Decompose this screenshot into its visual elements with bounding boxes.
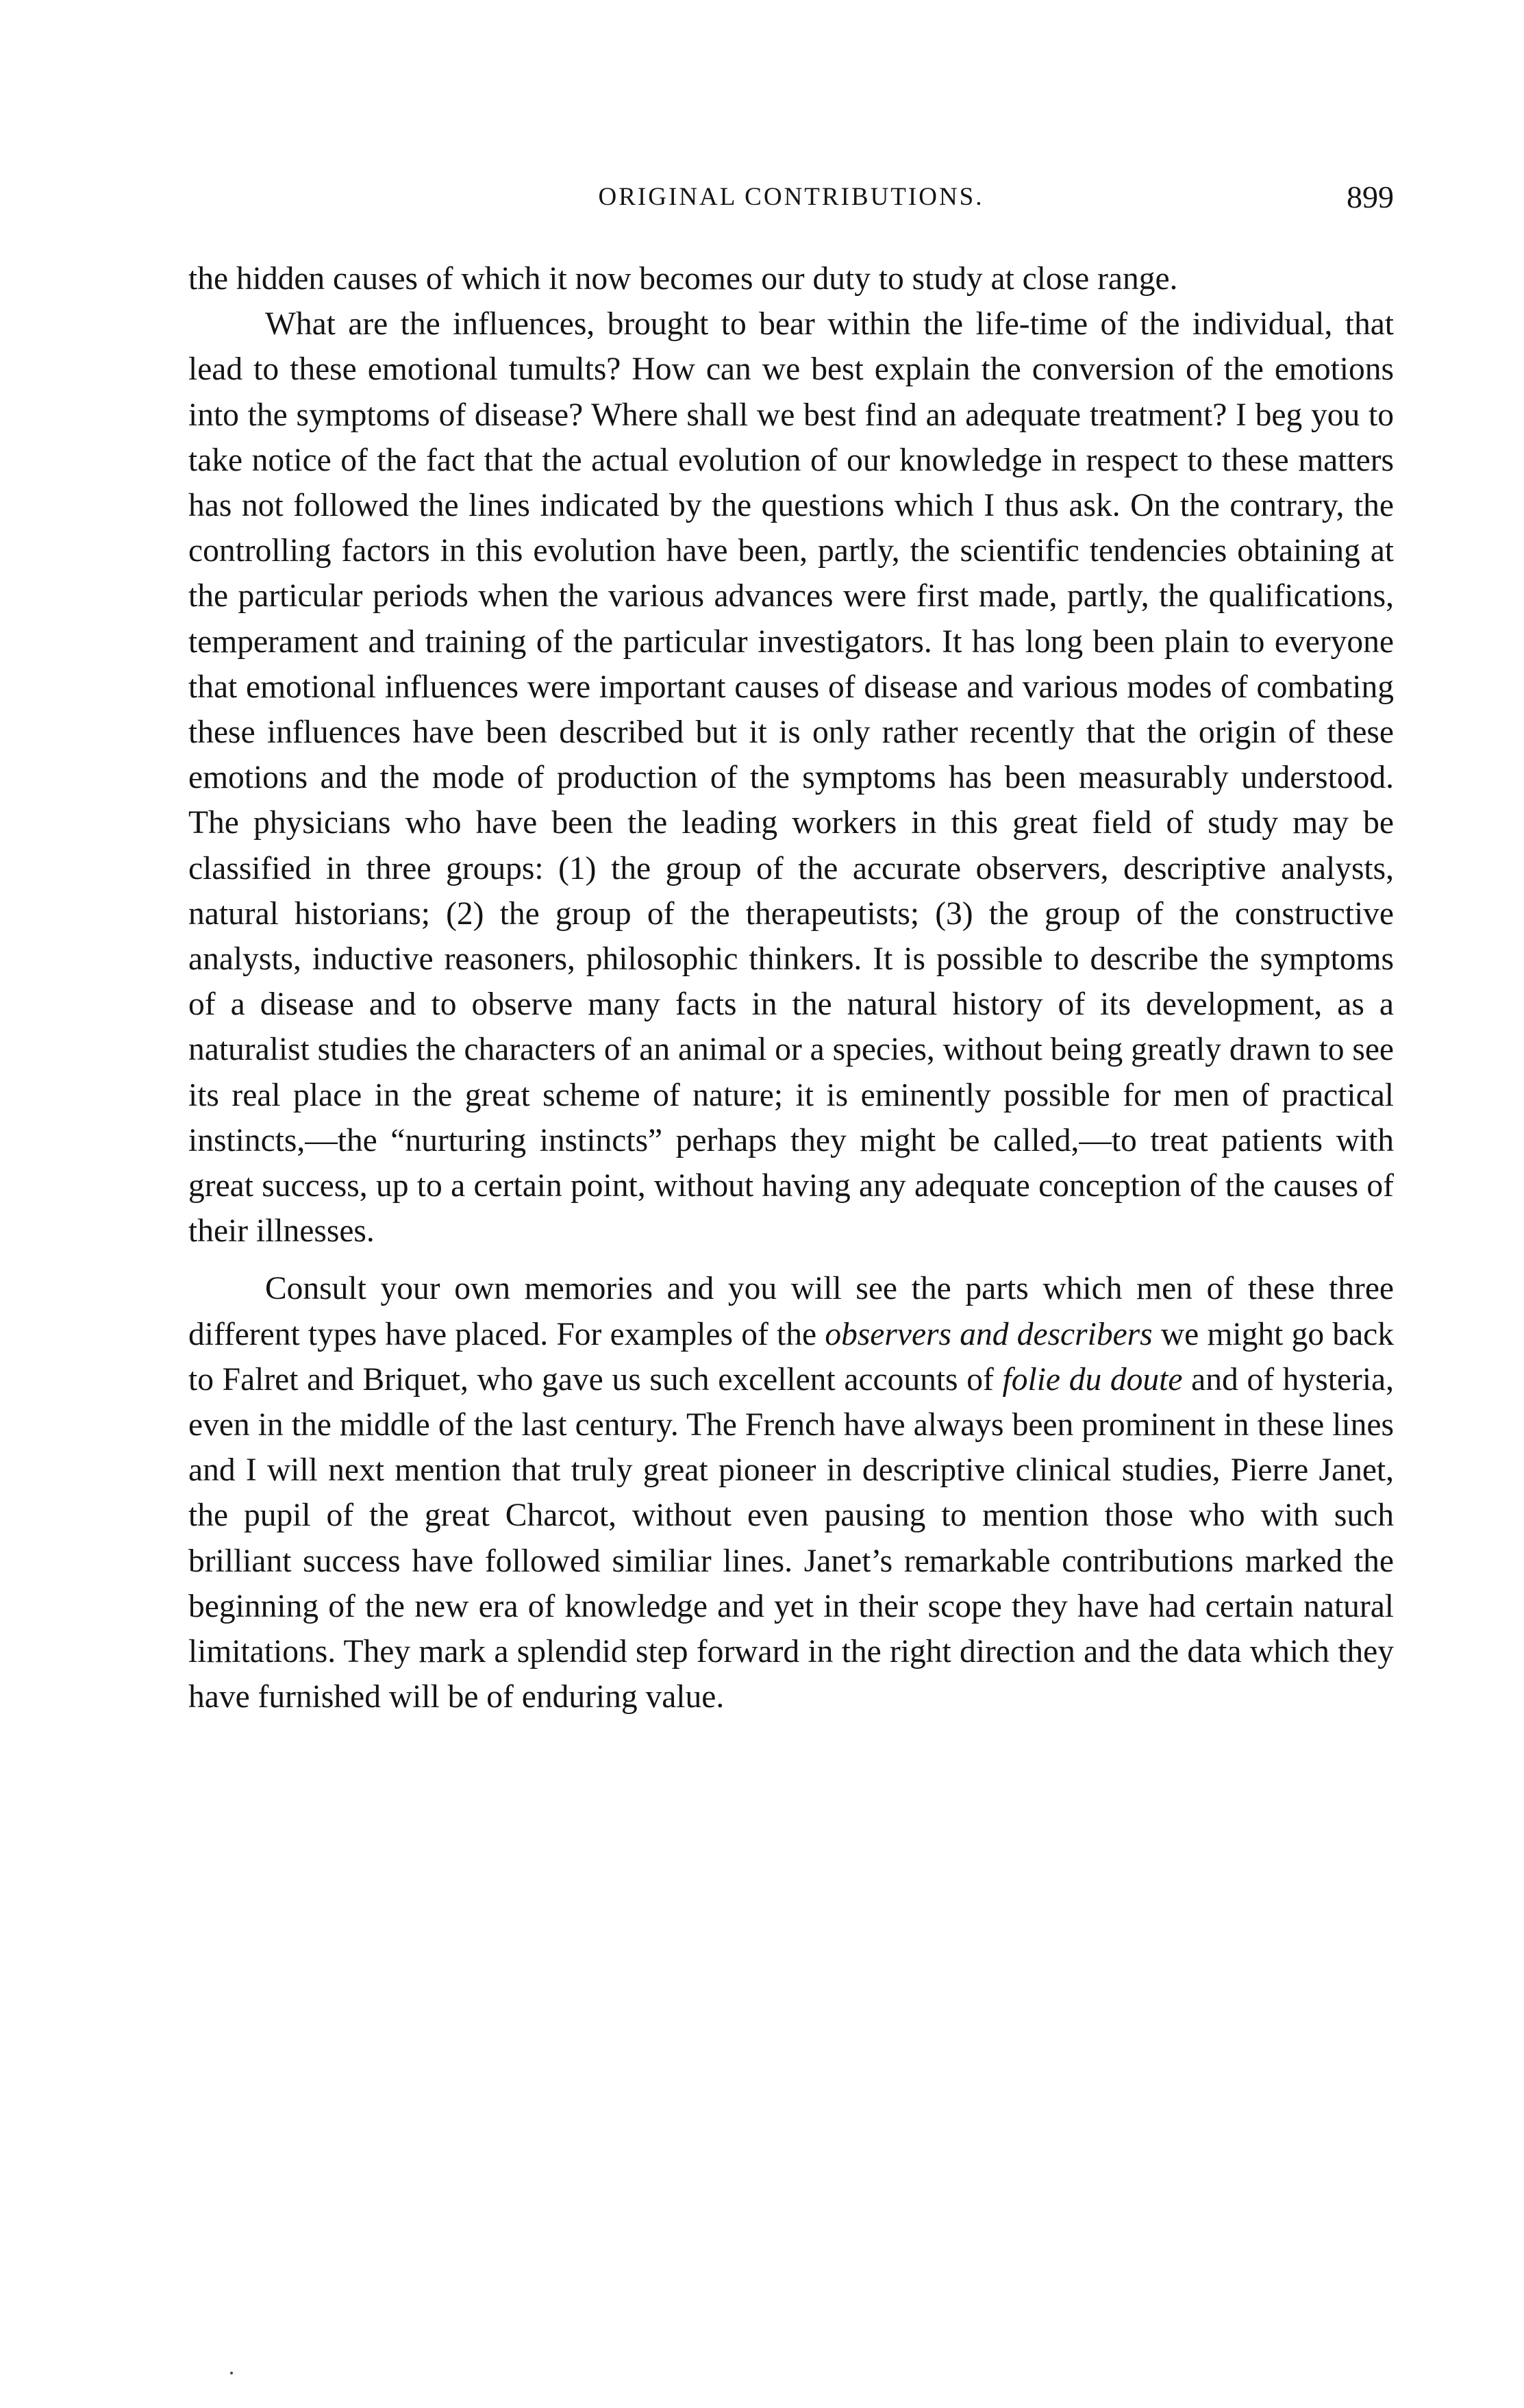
- paragraph-influences: What are the influences, brought to bear within the life-time of the individual, that lead to these emotional tumults? How can we best explain the conversion of the emotions into the symptoms of disease? Where shall we best find an adequate treatment? I beg you to take notice of the fact that the actual evolution of our knowledge in respect to these matters has not followed the lines indicated by the questions which I thus ask. On the contrary, the controlling factors in this evolution have been, partly, the scientific tendencies obtaining at the particular periods when the various advances were first made, partly, the qualifications, temperament and training of the particular investigators. It has long been plain to everyone that emotional influences were important causes of disease and various modes of combating these influences have been described but it is only rather recently that the origin of these emotions and the mode of production of the symptoms has been measurably understood. The physicians who have been the leading workers in this great field of study may be classified in three groups: (1) the group of the accurate observers, descriptive analysts, natural historians; (2) the group of the therapeutists; (3) the group of the constructive analysts, inductive reasoners, philosophic thinkers. It is possible to describe the symptoms of a disease and to observe many facts in the natural history of its development, as a naturalist studies the characters of an animal or a species, without being greatly drawn to see its real place in the great scheme of nature; it is eminently possible for men of practical instincts,—the “nurturing instincts” perhaps they might be called,—to treat patients with great success, up to a certain point, without having any adequate conception of the causes of their illnesses.: [188, 306, 1394, 1250]
- running-title: ORIGINAL CONTRIBUTIONS.: [598, 183, 984, 211]
- body-text: [188, 256, 1394, 1720]
- paragraph-continuation: the hidden causes of which it now becomes our duty to study at close range.: [188, 261, 1178, 297]
- paragraph-memories: [188, 1266, 1394, 1720]
- italic-phrase: folie du doute: [1002, 1361, 1183, 1398]
- scan-speck: [230, 2372, 233, 2374]
- text-run: and of hysteria, even in the middle of the last century. The French have always been prominent in these lines and I will next mention that truly great pioneer in descriptive clinical studies, Pierre Janet, the pupil of the great Charcot, without even pausing to mention those who with such brilliant success have followed similiar lines. Janet’s remarkable contributions marked the beginning of the new era of knowledge and yet in their scope they have had certain natural limitations. They mark a splendid step forward in the right direction and the data which they have furnished will be of enduring value.: [188, 1361, 1395, 1715]
- italic-phrase: observers and describers: [825, 1316, 1153, 1352]
- text-run: Consult your own memories and you will see the parts which men of these three different types have placed. For examples of the: [188, 1271, 1394, 1352]
- running-head: [188, 177, 1394, 218]
- text-run: we might go back to Falret and Briquet, who gave us such excellent accounts of: [188, 1316, 1394, 1398]
- page-number: 899: [1347, 179, 1394, 214]
